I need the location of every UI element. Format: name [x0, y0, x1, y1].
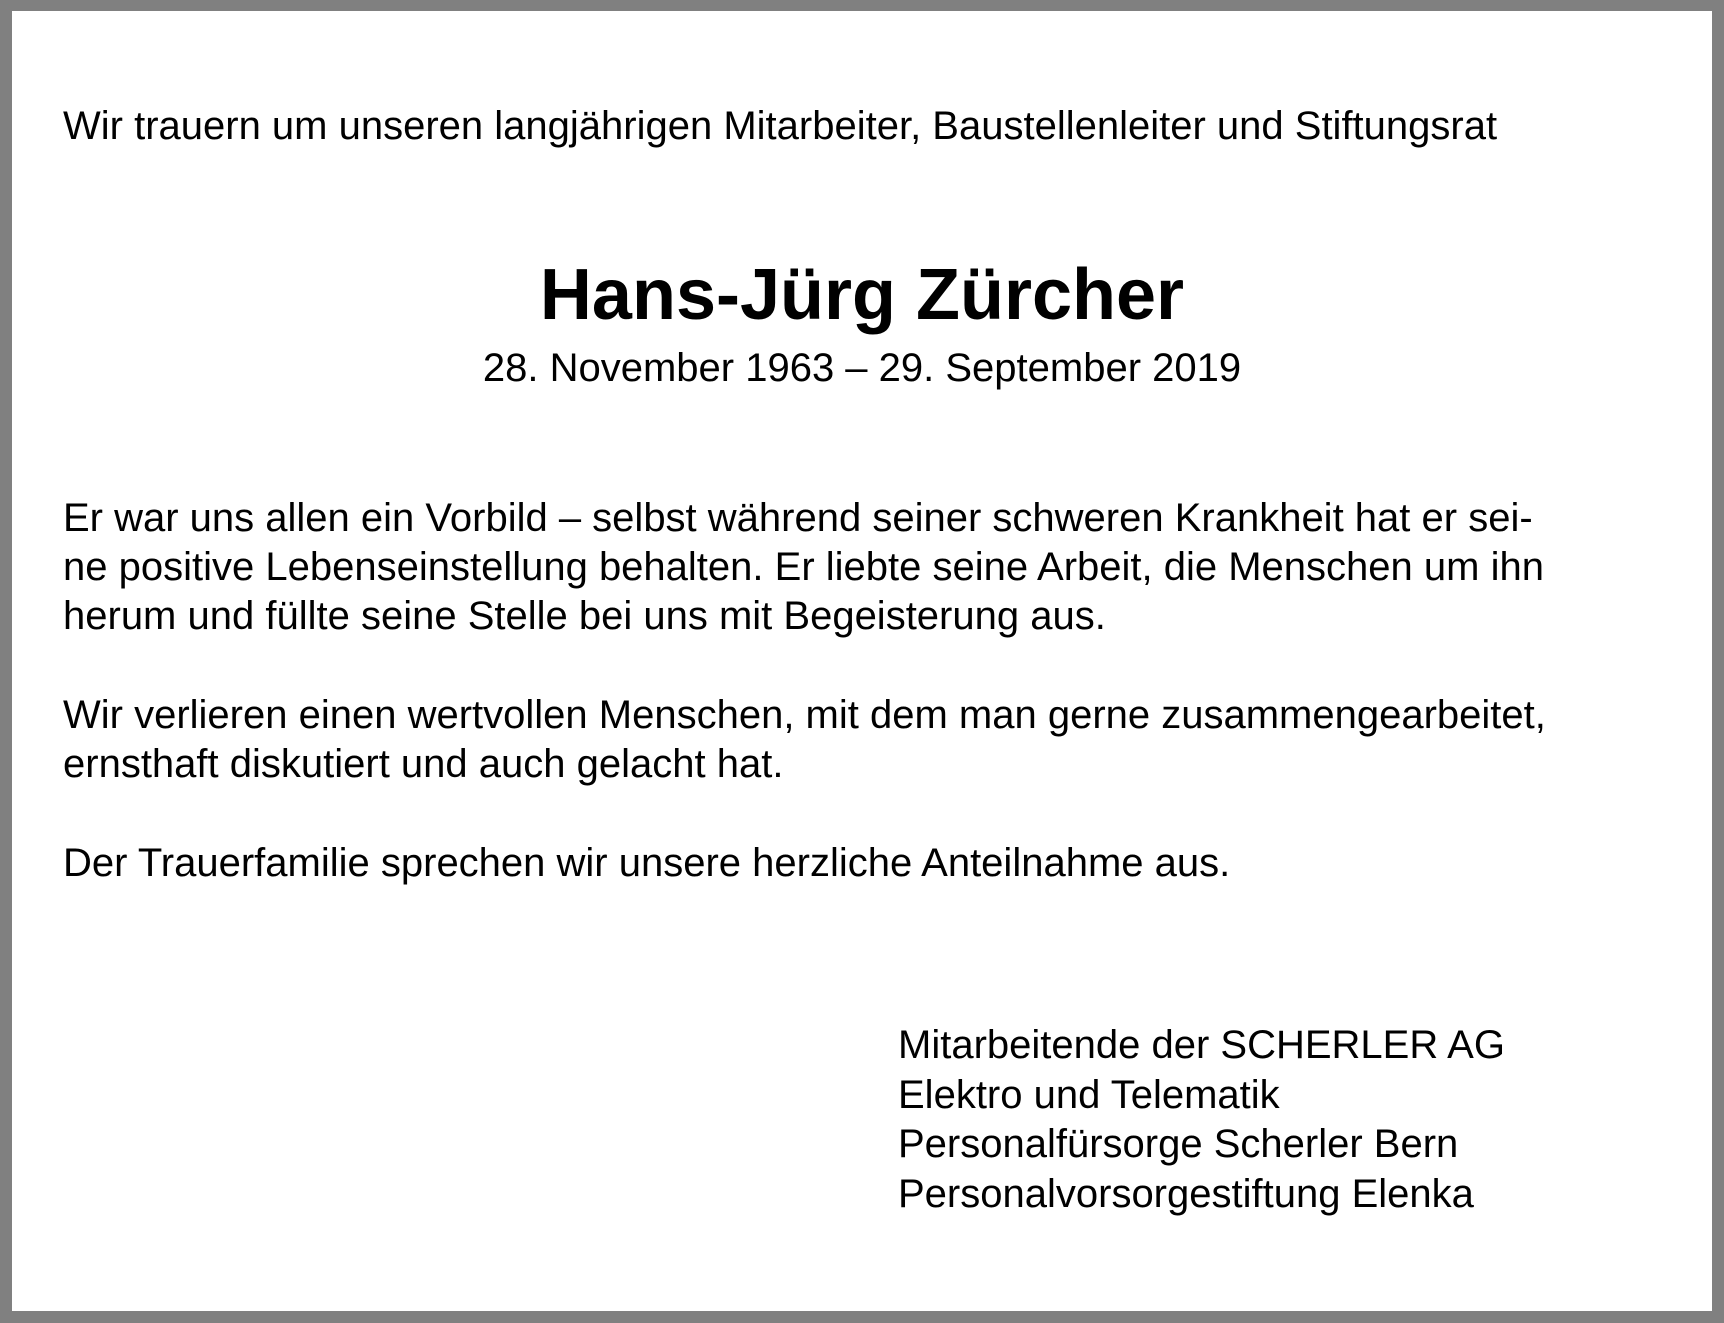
deceased-name: Hans-Jürg Zürcher: [539, 255, 1185, 335]
signature-line: Mitarbeitende der SCHERLER AG: [898, 1023, 1505, 1067]
loss-paragraph: [63, 691, 1546, 789]
paragraph-line: Der Trauerfamilie sprechen wir unsere herzliche Anteilnahme aus.: [63, 841, 1231, 885]
condolence-paragraph: [63, 839, 1230, 888]
signature-line: Personalvorsorgestiftung Elenka: [898, 1171, 1474, 1216]
paragraph-line: ernsthaft diskutiert und auch gelacht hat.: [63, 742, 784, 786]
life-dates: 28. November 1963 – 29. September 2019: [482, 346, 1242, 390]
paragraph-line: Er war uns allen ein Vorbild – selbst während seiner schweren Krankheit hat er sei-: [63, 496, 1533, 540]
paragraph-line: ne positive Lebenseinstellung behalten. Er liebte seine Arbeit, die Menschen um ihn: [63, 545, 1544, 589]
paragraph-line: Wir verlieren einen wertvollen Menschen, mit dem man gerne zusammengearbeitet,: [63, 693, 1546, 737]
signature-line: Elektro und Telematik: [898, 1072, 1280, 1117]
tribute-paragraph: [63, 494, 1544, 641]
paragraph-line: herum und füllte seine Stelle bei uns mit Begeisterung aus.: [63, 594, 1106, 638]
intro-text: Wir trauern um unseren langjährigen Mitarbeiter, Baustellenleiter und Stiftungsrat: [63, 104, 1498, 148]
obituary-notice: [12, 11, 1712, 1311]
signature-block: [898, 1021, 1505, 1219]
signature-line: Personalfürsorge Scherler Bern: [898, 1122, 1459, 1166]
